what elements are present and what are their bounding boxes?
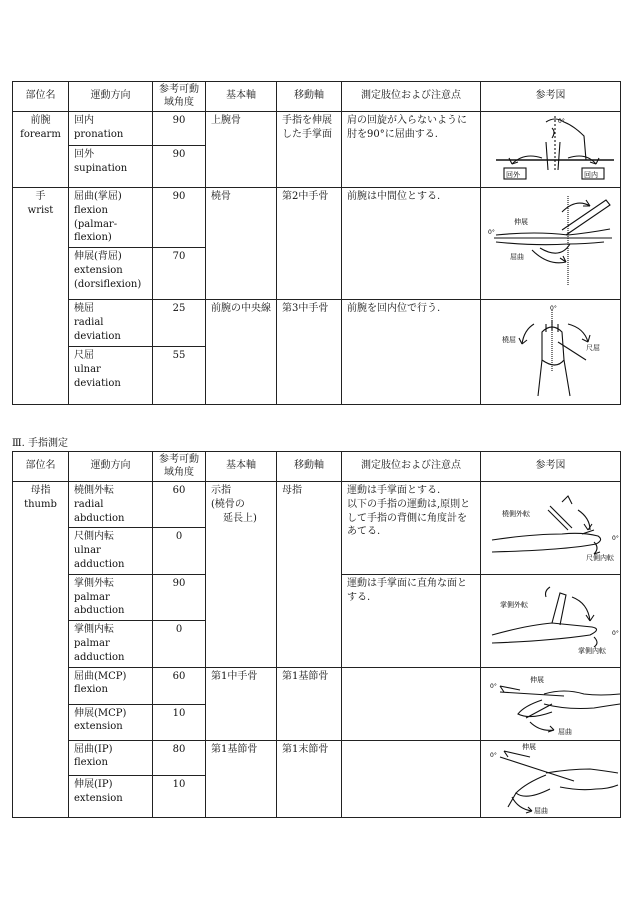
base-axis-text: 延長上) [223, 512, 257, 524]
movement-en: radial [74, 316, 104, 328]
flexion-label: 屈曲 [534, 806, 548, 815]
part-ja: 母指 [30, 485, 51, 496]
movement-ja: 伸展(IP) [74, 779, 113, 791]
moving-axis-cell: 手指を伸展した手掌面 [277, 112, 342, 188]
movement-ja: 伸展(背屈) [74, 251, 122, 263]
pronation-label: 回内 [584, 171, 598, 179]
movement-en: flexion [74, 204, 108, 216]
header-moving-axis: 移動軸 [277, 452, 342, 482]
angle-cell: 0 [153, 621, 206, 667]
part-wrist [13, 188, 69, 405]
part-en: thumb [24, 498, 57, 510]
movement-en: extension [74, 264, 123, 276]
movement-en: pronation [74, 128, 124, 140]
part-en: wrist [27, 204, 54, 216]
movement-cell [69, 667, 153, 704]
base-axis-cell: 橈骨 [206, 188, 277, 300]
movement-ja: 屈曲(掌屈) [74, 191, 122, 202]
table-row [13, 300, 621, 347]
radial-abduction-label: 橈側外転 [502, 510, 530, 518]
thumb-table [12, 451, 621, 818]
header-range: 参考可動域角度 [153, 82, 206, 112]
table-row [13, 188, 621, 248]
table-header-row [13, 452, 621, 482]
angle-cell: 10 [153, 776, 206, 817]
angle-cell: 70 [153, 248, 206, 300]
angle-cell: 90 [153, 146, 206, 188]
ulnar-adduction-label: 尺側内転 [586, 554, 614, 562]
zero-label: 0° [550, 305, 557, 313]
header-base-axis: 基本軸 [206, 82, 277, 112]
movement-cell [69, 300, 153, 347]
angle-cell: 55 [153, 347, 206, 405]
notes-cell [342, 740, 481, 817]
header-range: 参考可動域角度 [153, 452, 206, 482]
zero-label: 0° [612, 535, 619, 542]
angle-cell: 25 [153, 300, 206, 347]
supination-label: 回外 [506, 171, 520, 179]
movement-ja: 掌側外転 [74, 577, 114, 589]
zero-label: 0° [490, 751, 497, 759]
movement-cell [69, 188, 153, 248]
movement-en: ulnar [74, 363, 101, 375]
base-axis-cell: 上腕骨 [206, 112, 277, 188]
part-thumb [13, 482, 69, 818]
header-base-axis: 基本軸 [206, 452, 277, 482]
angle-cell: 60 [153, 667, 206, 704]
moving-axis-cell: 第2中手骨 [277, 188, 342, 300]
angle-cell: 10 [153, 704, 206, 740]
movement-ja: 回内 [74, 115, 94, 126]
wrist-flexion-figure [486, 190, 624, 290]
notes-text: 以下の手指の運動は,原則として手指の背側に角度計をあてる. [347, 498, 471, 538]
movement-en: adduction [74, 651, 125, 663]
angle-cell: 90 [153, 574, 206, 620]
figure-forearm [481, 112, 621, 188]
table-row [13, 667, 621, 704]
movement-cell [69, 528, 153, 574]
movement-cell [69, 146, 153, 188]
zero-label: 0° [488, 229, 495, 236]
movement-cell [69, 112, 153, 146]
header-movement: 運動方向 [69, 452, 153, 482]
movement-en: palmar [74, 637, 110, 649]
flexion-label: 屈曲 [510, 253, 524, 261]
moving-axis-cell: 第1末節骨 [277, 740, 342, 817]
movement-en: abduction [74, 512, 125, 524]
notes-cell: 前腕は中間位とする. [342, 188, 481, 300]
part-ja: 手 [35, 191, 46, 202]
figure-wrist-flexion [481, 188, 621, 300]
palmar-abduction-label: 掌側外転 [500, 600, 528, 609]
notes-cell: 運動は手掌面に直角な面とする. [342, 574, 481, 667]
movement-en: deviation [74, 377, 121, 389]
movement-cell [69, 740, 153, 776]
zero-label: 0° [612, 629, 619, 637]
header-movement: 運動方向 [69, 82, 153, 112]
angle-cell: 80 [153, 740, 206, 776]
movement-en: (dorsiflexion) [74, 278, 142, 290]
notes-cell: 前腕を回内位で行う. [342, 300, 481, 405]
movement-cell [69, 574, 153, 620]
movement-ja: 尺屈 [74, 350, 94, 362]
header-part: 部位名 [13, 82, 69, 112]
movement-cell [69, 248, 153, 300]
movement-en: palmar [74, 591, 110, 603]
movement-ja: 尺側内転 [74, 531, 114, 543]
movement-cell [69, 482, 153, 528]
movement-ja: 屈曲(MCP) [74, 670, 127, 682]
notes-text: 運動は手掌面とする. [347, 485, 441, 496]
movement-en: radial [74, 498, 104, 510]
angle-cell: 60 [153, 482, 206, 528]
section-heading: Ⅲ. 手指測定 [12, 438, 69, 449]
palmar-adduction-label: 掌側内転 [578, 646, 606, 655]
thumb-ip-figure [486, 743, 624, 815]
figure-thumb-ip [481, 740, 621, 817]
thumb-mcp-figure [486, 670, 624, 738]
movement-cell [69, 776, 153, 817]
radial-label: 橈屈 [502, 336, 516, 345]
header-figure: 参考図 [481, 82, 621, 112]
movement-en: abduction [74, 605, 125, 617]
extension-label: 伸展 [522, 742, 536, 751]
movement-ja: 屈曲(IP) [74, 743, 113, 755]
zero-label: 0° [490, 682, 497, 690]
movement-en: (palmar- [74, 218, 118, 230]
table-header-row [13, 82, 621, 112]
movement-en: flexion) [74, 232, 112, 244]
figure-thumb-radial [481, 482, 621, 575]
base-axis-text: 示指 [211, 485, 231, 496]
movement-ja: 橈側外転 [74, 485, 114, 496]
table-row [13, 482, 621, 528]
movement-cell [69, 621, 153, 667]
ulnar-label: 尺屈 [586, 344, 600, 353]
thumb-radial-figure [486, 484, 624, 562]
flexion-label: 屈曲 [558, 727, 572, 736]
movement-cell [69, 704, 153, 740]
zero-label: 0° [558, 118, 565, 125]
figure-thumb-palmar [481, 574, 621, 667]
movement-en: ulnar [74, 545, 101, 557]
header-moving-axis: 移動軸 [277, 82, 342, 112]
header-notes: 測定肢位および注意点 [342, 82, 481, 112]
movement-ja: 掌側内転 [74, 624, 114, 636]
movement-en: supination [74, 162, 128, 174]
thumb-palmar-figure [486, 577, 624, 655]
base-axis-cell: 前腕の中央線 [206, 300, 277, 405]
movement-en: adduction [74, 558, 125, 570]
table-row [13, 740, 621, 776]
movement-en: flexion [74, 684, 108, 696]
header-notes: 測定肢位および注意点 [342, 452, 481, 482]
forearm-figure [486, 114, 624, 184]
moving-axis-cell: 第3中手骨 [277, 300, 342, 405]
notes-cell [342, 667, 481, 740]
movement-ja: 橈屈 [74, 303, 94, 315]
angle-cell: 90 [153, 112, 206, 146]
moving-axis-cell: 第1基節骨 [277, 667, 342, 740]
extension-label: 伸展 [514, 218, 528, 226]
extension-label: 伸展 [530, 675, 544, 684]
movement-ja: 伸展(MCP) [74, 707, 127, 719]
part-forearm [13, 112, 69, 188]
base-axis-cell [206, 482, 277, 668]
base-axis-cell: 第1基節骨 [206, 740, 277, 817]
notes-cell: 肩の回旋が入らないように肘を90°に屈曲する. [342, 112, 481, 188]
movement-en: flexion [74, 757, 108, 769]
movement-ja: 回外 [74, 149, 94, 160]
forearm-wrist-table [12, 81, 621, 405]
part-en: forearm [20, 128, 61, 140]
angle-cell: 0 [153, 528, 206, 574]
movement-cell [69, 347, 153, 405]
header-figure: 参考図 [481, 452, 621, 482]
base-axis-text: (橈骨の [211, 498, 245, 510]
base-axis-cell: 第1中手骨 [206, 667, 277, 740]
movement-en: extension [74, 793, 123, 805]
notes-cell [342, 482, 481, 575]
table-row [13, 112, 621, 146]
angle-cell: 90 [153, 188, 206, 248]
movement-en: deviation [74, 330, 121, 342]
figure-thumb-mcp [481, 667, 621, 740]
movement-en: extension [74, 721, 123, 733]
moving-axis-cell: 母指 [277, 482, 342, 668]
wrist-deviation-figure [486, 302, 624, 400]
figure-wrist-deviation [481, 300, 621, 405]
part-ja: 前腕 [30, 115, 51, 126]
header-part: 部位名 [13, 452, 69, 482]
